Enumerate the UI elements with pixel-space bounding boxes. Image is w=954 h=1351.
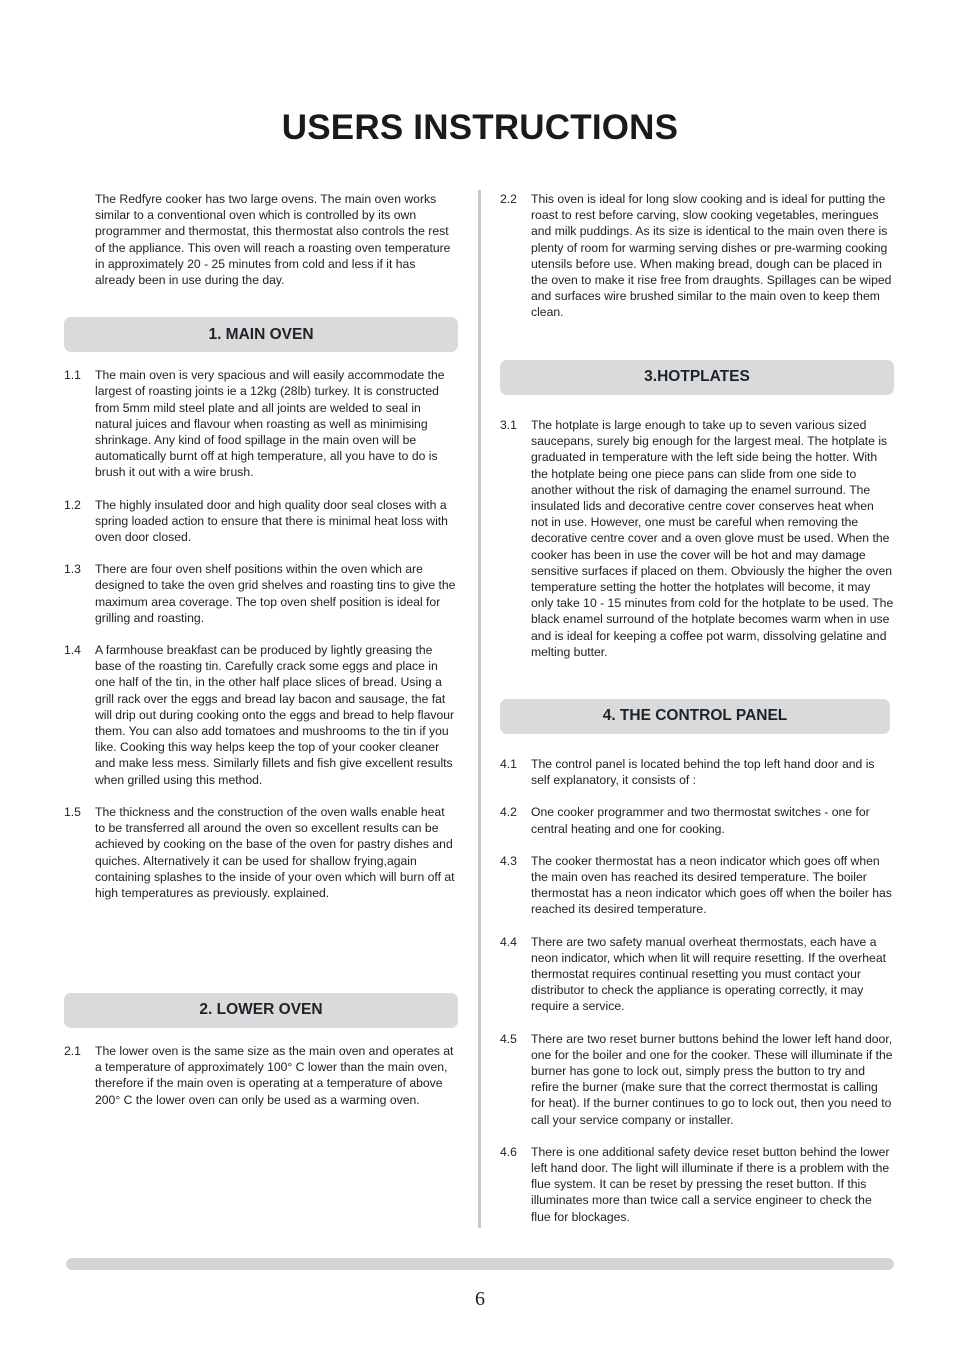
list-item — [64, 367, 458, 480]
item-text: There are two reset burner buttons behind the lower left hand door, one for the boiler and one for the cooker. These will illuminate if the burner has gone to lock out, simply press the button to try and refire the burner (make sure that the correct thermostat is calling for heat). If the burner continues to go to lock out, then you need to call your service company or installer. — [531, 1031, 893, 1127]
item-text: The hotplate is large enough to take up to seven various sized saucepans, surely big enough for the largest meal. The hotplate is graduated in temperature with the left side being the hotter. With the hotplate being one piece pans can slide from one side to another without the risk of damaging the enamel surround. The insulated lids and decorative centre cover conserves heat when not in use. However, one must be careful when removing the decorative centre cover and a oven glove must be used. When the cooker has been in use the cover will be hot and may damage sensitive surfaces if placed on them. Obviously the higher the oven temperature setting the hotter the hotplates will become, it may only take 10 - 15 minutes from cold for the hotplate to be used. The black enamel surround of the hotplate becomes warm when in use and is ideal for keeping a coffee pot warm, dissolving gelatine and melting butter. — [531, 418, 894, 659]
list-item — [500, 417, 894, 660]
item-text: There is one additional safety device reset button behind the lower left hand door. The light will illuminate if there is a problem with the flue system. It can be reset by pressing the reset button. If this illuminates more than twice call a service engineer to check the flue for blockages. — [531, 1144, 890, 1224]
list-item — [500, 934, 894, 1015]
list-item — [500, 1031, 894, 1128]
list-item — [64, 642, 458, 788]
section-heading-control-panel — [500, 699, 890, 734]
section-heading-lower-oven — [64, 993, 458, 1028]
item-number: 1.5 — [64, 804, 81, 819]
right-column-hotplates — [500, 360, 894, 660]
item-text: There are four oven shelf positions within the oven which are designed to take the oven grid shelves and roasting tins to give the maximum area coverage. The top oven shelf position is ideal for grilling and roasting. — [95, 562, 456, 625]
item-number: 4.3 — [500, 853, 517, 868]
list-item — [500, 756, 894, 788]
list-item — [64, 1043, 458, 1108]
column-divider — [478, 190, 481, 1228]
list-item — [500, 191, 894, 321]
item-number: 2.2 — [500, 192, 517, 206]
item-text: The highly insulated door and high quality door seal closes with a spring loaded action to ensure that there is minimal heat loss with oven door closed. — [95, 497, 448, 545]
main-oven-items — [64, 367, 458, 901]
item-number: 1.1 — [64, 368, 81, 383]
intro-paragraph: The Redfyre cooker has two large ovens. The main oven works similar to a conventional oven which is controlled by its own programmer and thermostat, this thermostat also controls the rest of the appliance. This oven will reach a roasting oven temperature in approximately 20 - 25 minutes from cold and less if it has already been in use during the day. — [95, 192, 451, 288]
list-item — [500, 804, 894, 836]
list-item — [500, 853, 894, 918]
right-column-control-panel — [500, 699, 893, 1225]
heading-text: 4. THE CONTROL PANEL — [602, 707, 788, 725]
list-item — [64, 561, 458, 626]
item-number: 4.2 — [500, 805, 517, 820]
item-number: 2.1 — [64, 1044, 81, 1058]
left-column — [64, 191, 458, 901]
item-text: One cooker programmer and two thermostat switches - one for central heating and one for cooking. — [531, 805, 870, 836]
footer-bar — [66, 1258, 894, 1270]
page-number: 6 — [475, 1288, 485, 1310]
list-item — [64, 804, 458, 901]
item-text: The control panel is located behind the top left hand door and is self explanatory, it consists of : — [531, 757, 875, 788]
left-column-lower — [64, 993, 458, 1108]
item-number: 1.2 — [64, 497, 81, 512]
item-number: 4.5 — [500, 1031, 517, 1046]
item-text: The main oven is very spacious and will easily accommodate the largest of roasting joints ie a 12kg (28lb) turkey. It is constructed from 5mm mild steel plate and all joints are welded to seal in natural juices and flavour when roasting as well as minimising shrinkage. Any kind of food spillage in the main oven will be automatically burnt off at high temperature, all you have to do is brush it out with a wire brush. — [95, 368, 445, 480]
section-heading-hotplates — [500, 360, 894, 395]
list-item — [500, 1144, 894, 1225]
control-panel-items — [500, 756, 894, 1225]
item-number: 1.3 — [64, 562, 81, 577]
item-text: There are two safety manual overheat thermostats, each have a neon indicator, which when lit will require resetting. If the overheat thermostat requires continual resetting you must contact your distributor to check the appliance is operating correctly, it may require a service. — [531, 934, 886, 1014]
heading-text: 2. LOWER OVEN — [199, 1001, 323, 1019]
item-text: The thickness and the construction of the oven walls enable heat to be transferred all around the oven so excellent results can be achieved by cooking on the base of the oven for pastry dishes and quiches. Alternatively it can be used for shallow frying,again containing splashes to the inside of your oven which will burn off at high temperatures as previously. explained. — [95, 804, 455, 900]
heading-text: 1. MAIN OVEN — [208, 325, 314, 343]
item-number: 4.6 — [500, 1144, 517, 1159]
item-number: 4.4 — [500, 934, 517, 949]
item-number: 4.1 — [500, 757, 517, 771]
item-text: The cooker thermostat has a neon indicator which goes off when the main oven has reached its desired temperature. The boiler thermostat has a neon indicator which goes off when the boiler has reached its desired temperature. — [531, 853, 892, 917]
page-title: USERS INSTRUCTIONS — [281, 108, 679, 147]
section-heading-main-oven — [64, 317, 458, 352]
item-text: This oven is ideal for long slow cooking and is ideal for putting the roast to rest before carving, slow cooking vegetables, meringues and milk puddings. As its size is identical to the main oven there is plenty of room for warming serving dishes or pre-warming cooking utensils before use. When making bread, dough can be placed in the oven to make it rise free from draughts. Spillages can be wiped and surfaces wire brushed similar to the main oven to keep them clean. — [531, 192, 892, 320]
heading-text: 3.HOTPLATES — [644, 368, 750, 386]
item-text: The lower oven is the same size as the main oven and operates at a temperature of approximately 100° C lower than the main oven, therefore if the main oven is operating at a temperature of above 200° C the lower oven can only be used as a warming oven. — [95, 1044, 454, 1107]
right-column — [500, 191, 894, 321]
item-text: A farmhouse breakfast can be produced by lightly greasing the base of the roasting tin. Carefully crack some eggs and place in one half of the tin, in the other half place slices of bread. Using a grill rack over the eggs and bread lay bacon and sausage, the fat will drip out during cooking onto the eggs and bread to help flavour them. You can also add tomatoes and mushrooms to the tin if you like. Cooking this way helps keep the top of your cooker cleaner and make less mess. Similarly fillets and fish give excellent results when grilled using this method. — [95, 643, 455, 787]
item-number: 3.1 — [500, 418, 517, 432]
item-number: 1.4 — [64, 643, 81, 658]
list-item — [64, 497, 458, 546]
